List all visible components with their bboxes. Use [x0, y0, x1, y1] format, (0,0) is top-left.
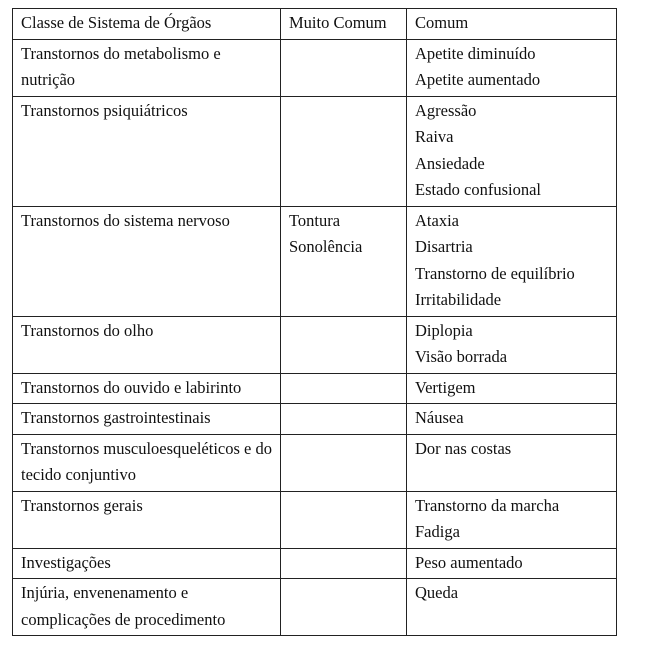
common-cell	[407, 206, 617, 316]
header-common: Comum	[407, 9, 617, 40]
table-row	[13, 373, 617, 404]
system-organ-class-cell: Investigações	[13, 548, 281, 579]
very-common-cell	[281, 434, 407, 491]
common-reaction: Queda	[415, 583, 459, 602]
very-common-cell	[281, 39, 407, 96]
system-organ-class-cell: Transtornos musculoesqueléticos e do tecido conjuntivo	[13, 434, 281, 491]
common-reaction: Dor nas costas	[415, 438, 512, 458]
system-organ-class-cell: Transtornos do metabolismo e nutrição	[13, 39, 281, 96]
common-cell	[407, 316, 617, 373]
very-common-cell	[281, 206, 407, 316]
adverse-reactions-table	[12, 8, 617, 636]
common-cell	[407, 373, 617, 404]
header-very-common: Muito Comum	[281, 9, 407, 40]
very-common-cell	[281, 404, 407, 435]
common-cell	[407, 39, 617, 96]
common-reaction: Irritabilidade	[415, 290, 502, 309]
common-cell	[407, 491, 617, 548]
very-common-cell	[281, 548, 407, 579]
system-organ-class-cell: Transtornos do ouvido e labirinto	[13, 373, 281, 404]
common-reaction: Visão borrada	[415, 347, 508, 366]
system-organ-class-cell: Transtornos do olho	[13, 316, 281, 373]
common-cell	[407, 404, 617, 435]
table-row	[13, 491, 617, 548]
common-reaction: Apetite aumentado	[415, 70, 541, 89]
common-reaction: Apetite diminuído	[415, 43, 536, 63]
common-reaction: Diplopia	[415, 320, 473, 340]
system-organ-class-cell: Transtornos psiquiátricos	[13, 96, 281, 206]
common-cell	[407, 434, 617, 491]
very-common-cell	[281, 373, 407, 404]
table-row	[13, 434, 617, 491]
table-row	[13, 404, 617, 435]
system-organ-class-cell: Transtornos gastrointestinais	[13, 404, 281, 435]
common-reaction: Vertigem	[415, 377, 476, 397]
common-reaction: Peso aumentado	[415, 552, 523, 572]
table-row	[13, 206, 617, 316]
very-common-reaction: Tontura	[289, 210, 341, 230]
common-reaction: Fadiga	[415, 522, 460, 541]
table-row	[13, 579, 617, 636]
table-row	[13, 316, 617, 373]
common-reaction: Transtorno de equilíbrio	[415, 263, 575, 283]
header-system-organ-class: Classe de Sistema de Órgãos	[13, 9, 281, 40]
very-common-cell	[281, 96, 407, 206]
system-organ-class-cell: Injúria, envenenamento e complicações de procedimento	[13, 579, 281, 636]
system-organ-class-cell: Transtornos do sistema nervoso	[13, 206, 281, 316]
common-cell	[407, 548, 617, 579]
common-reaction: Raiva	[415, 127, 454, 146]
common-reaction: Náusea	[415, 408, 464, 427]
common-reaction: Agressão	[415, 100, 477, 120]
table-row	[13, 96, 617, 206]
common-reaction: Disartria	[415, 237, 473, 256]
system-organ-class-cell: Transtornos gerais	[13, 491, 281, 548]
table-body	[13, 39, 617, 636]
table-row	[13, 548, 617, 579]
table-row	[13, 39, 617, 96]
very-common-cell	[281, 491, 407, 548]
table-header-row	[13, 9, 617, 40]
common-reaction: Estado confusional	[415, 180, 542, 199]
very-common-reaction: Sonolência	[289, 237, 363, 256]
very-common-cell	[281, 579, 407, 636]
common-cell	[407, 96, 617, 206]
very-common-cell	[281, 316, 407, 373]
common-cell	[407, 579, 617, 636]
common-reaction: Ataxia	[415, 210, 459, 230]
common-reaction: Transtorno da marcha	[415, 495, 560, 515]
common-reaction: Ansiedade	[415, 153, 485, 173]
